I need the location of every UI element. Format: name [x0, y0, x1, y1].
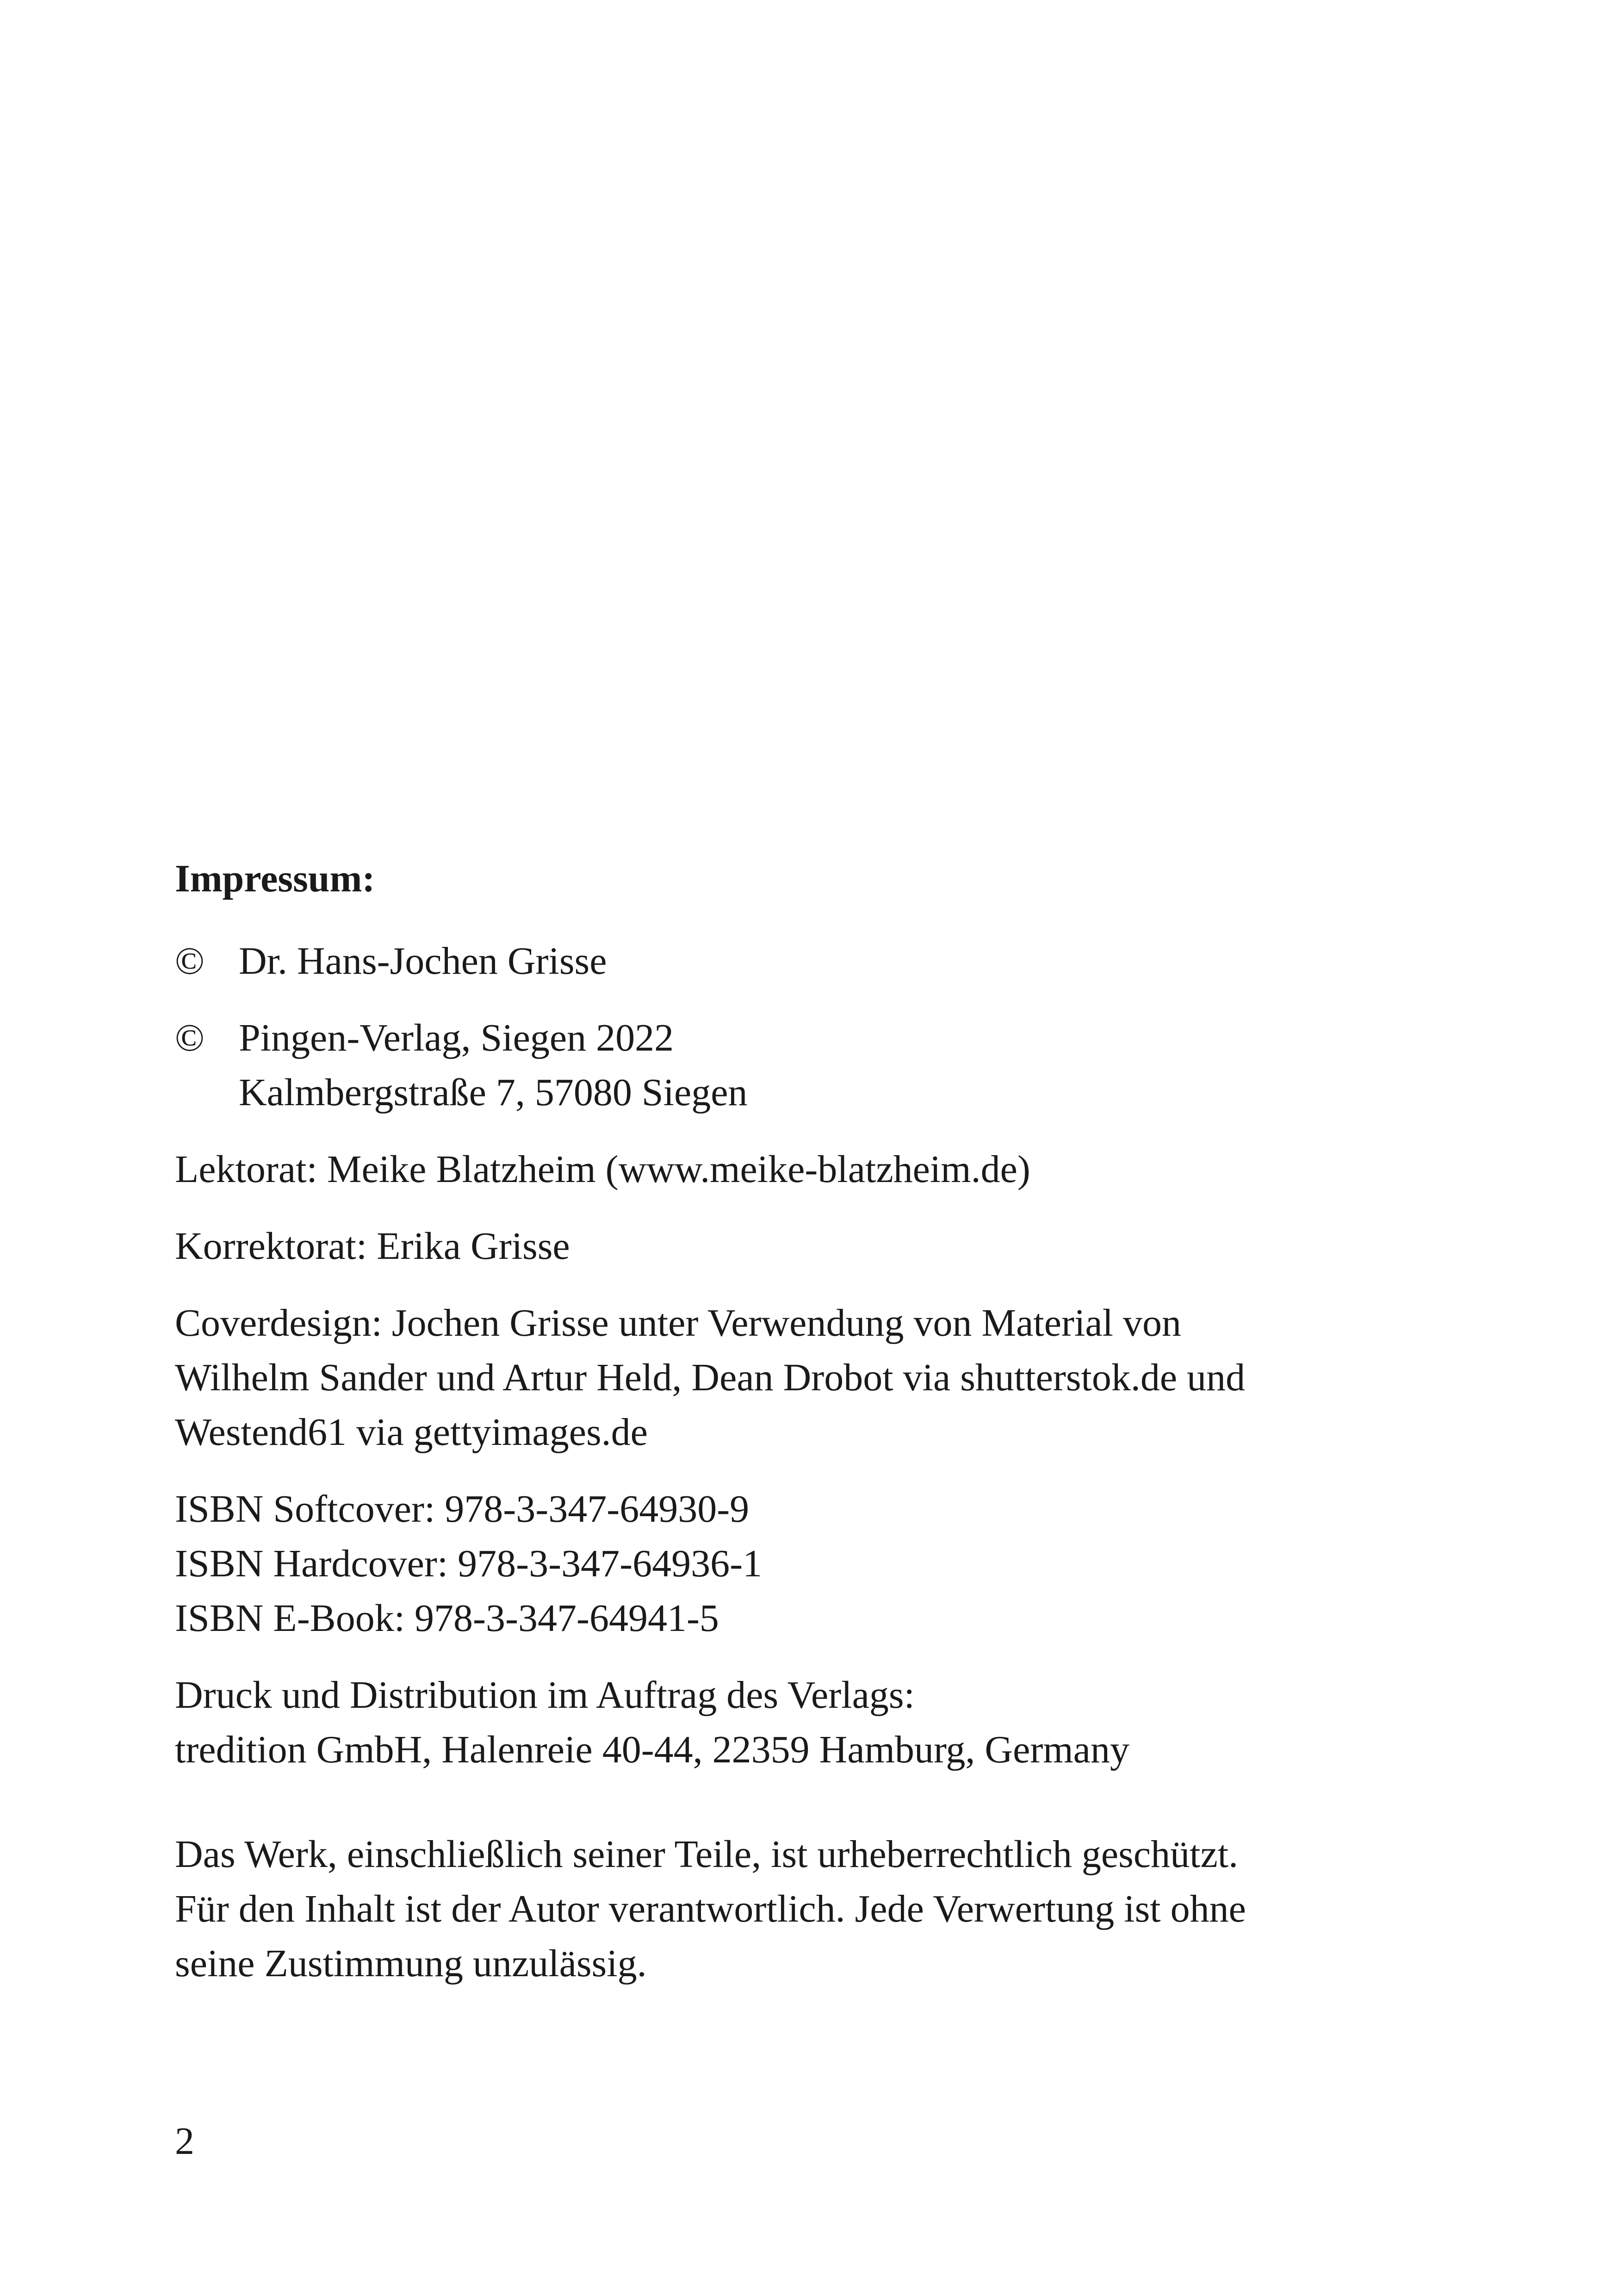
isbn-list: [175, 1482, 1470, 1646]
lektorat: Lektorat: Meike Blatzheim (www.meike-blatzheim.de): [175, 1148, 1030, 1191]
copyright-icon: ©: [175, 1016, 205, 1059]
copyright-icon: ©: [175, 940, 205, 983]
distribution-line: Druck und Distribution im Auftrag des Verlags:: [175, 1674, 915, 1717]
page-number: 2: [175, 2120, 194, 2163]
rights-line: Das Werk, einschließlich seiner Teile, ist urheberrechtlich geschützt.: [175, 1833, 1239, 1876]
copyright-author: [175, 934, 1470, 989]
coverdesign-line: Coverdesign: Jochen Grisse unter Verwendung von Material von: [175, 1301, 1181, 1344]
rights-notice: [175, 1827, 1470, 1991]
distribution: [175, 1668, 1470, 1777]
publisher-name: Pingen-Verlag, Siegen 2022: [239, 1016, 674, 1059]
publisher-address: Kalmbergstraße 7, 57080 Siegen: [239, 1071, 748, 1114]
copyright-publisher: [175, 1011, 1470, 1120]
coverdesign: [175, 1296, 1470, 1460]
author-name: Dr. Hans-Jochen Grisse: [239, 940, 607, 983]
korrektorat: Korrektorat: Erika Grisse: [175, 1225, 570, 1268]
coverdesign-line: Westend61 via gettyimages.de: [175, 1411, 648, 1454]
imprint-heading: Impressum:: [175, 857, 375, 900]
rights-line: seine Zustimmung unzulässig.: [175, 1942, 647, 1985]
isbn-softcover: ISBN Softcover: 978-3-347-64930-9: [175, 1487, 750, 1531]
isbn-ebook: ISBN E-Book: 978-3-347-64941-5: [175, 1597, 719, 1640]
publisher-info: [239, 1011, 1470, 1120]
coverdesign-line: Wilhelm Sander und Artur Held, Dean Drobot via shutterstok.de und: [175, 1356, 1246, 1399]
rights-line: Für den Inhalt ist der Autor verantwortlich. Jede Verwertung ist ohne: [175, 1887, 1246, 1930]
imprint-section: [175, 852, 1470, 1991]
isbn-hardcover: ISBN Hardcover: 978-3-347-64936-1: [175, 1542, 763, 1585]
distribution-line: tredition GmbH, Halenreie 40-44, 22359 Hamburg, Germany: [175, 1728, 1129, 1771]
